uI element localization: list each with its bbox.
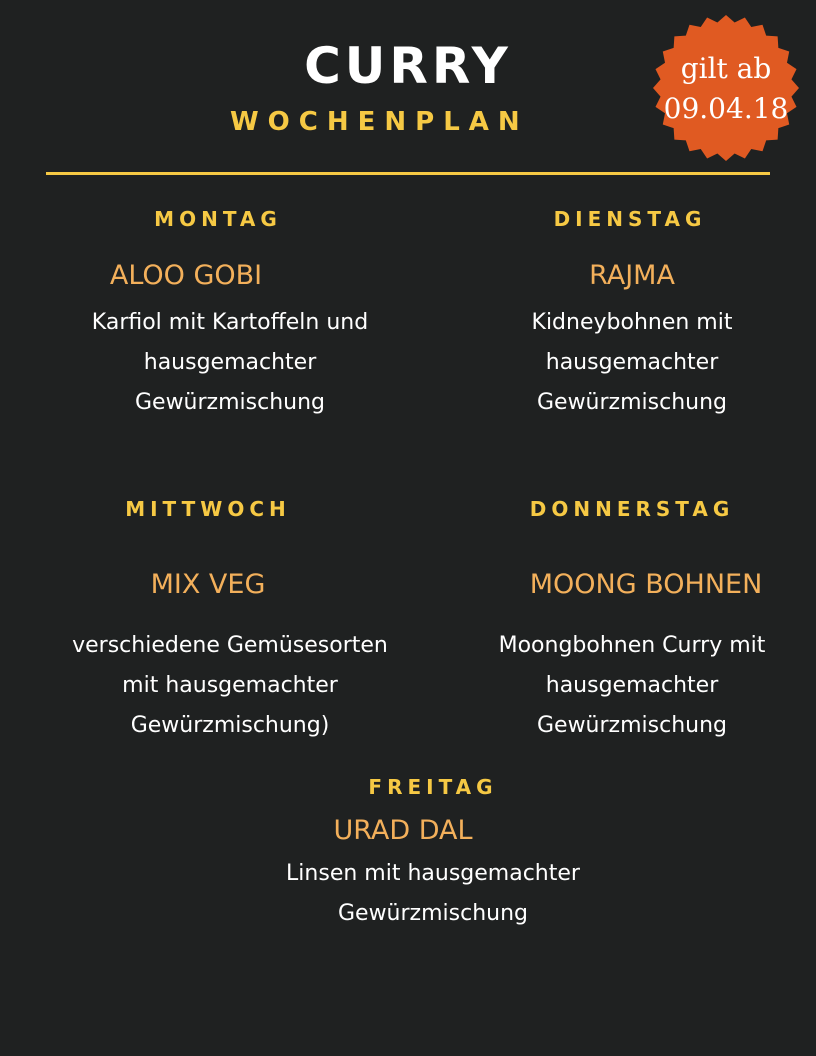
menu-subtitle: WOCHENPLAN: [230, 107, 529, 137]
day-label-montag: MONTAG: [154, 207, 282, 231]
day-block-dienstag: [452, 206, 812, 423]
day-label-donnerstag: DONNERSTAG: [529, 497, 735, 521]
description-line: Gewürzmischung: [337, 901, 528, 926]
valid-from-badge: [652, 14, 800, 162]
description-line: Gewürzmischung: [536, 713, 727, 738]
badge-text-line1: gilt ab: [680, 52, 772, 85]
day-block-freitag: [233, 774, 633, 934]
badge-seal-shape: [652, 14, 800, 162]
day-block-mittwoch: [30, 496, 430, 746]
dish-description-dienstag: [452, 303, 812, 423]
description-line: Moongbohnen Curry mit: [498, 633, 766, 658]
dish-description-mittwoch: [30, 626, 430, 746]
description-line: hausgemachter: [545, 673, 719, 698]
day-block-montag: [40, 206, 420, 423]
dish-name-mittwoch: MIX VEG: [150, 569, 266, 600]
dish-description-donnerstag: [450, 626, 814, 746]
header-divider: [46, 172, 770, 175]
dish-name-montag: ALOO GOBI: [109, 260, 263, 291]
description-line: hausgemachter: [143, 350, 317, 375]
dish-name-dienstag: RAJMA: [589, 260, 675, 291]
day-label-freitag: FREITAG: [368, 775, 498, 799]
dish-name-freitag: URAD DAL: [333, 815, 473, 846]
description-line: hausgemachter: [545, 350, 719, 375]
description-line: Linsen mit hausgemachter: [286, 861, 580, 886]
badge-text-line2: 09.04.18: [663, 92, 789, 125]
description-line: Karfiol mit Kartoffeln und: [91, 310, 369, 335]
menu-title: CURRY: [304, 37, 512, 95]
description-line: verschiedene Gemüsesorten: [72, 633, 388, 658]
dish-description-montag: [40, 303, 420, 423]
dish-name-donnerstag: MOONG BOHNEN: [529, 569, 763, 600]
day-label-mittwoch: MITTWOCH: [125, 497, 291, 521]
description-line: Kidneybohnen mit: [531, 310, 733, 335]
day-block-donnerstag: [450, 496, 814, 746]
description-line: Gewürzmischung: [536, 390, 727, 415]
day-label-dienstag: DIENSTAG: [553, 207, 707, 231]
description-line: mit hausgemachter: [122, 673, 338, 698]
description-line: Gewürzmischung: [134, 390, 325, 415]
dish-description-freitag: [233, 854, 633, 934]
description-line: Gewürzmischung): [130, 713, 330, 738]
